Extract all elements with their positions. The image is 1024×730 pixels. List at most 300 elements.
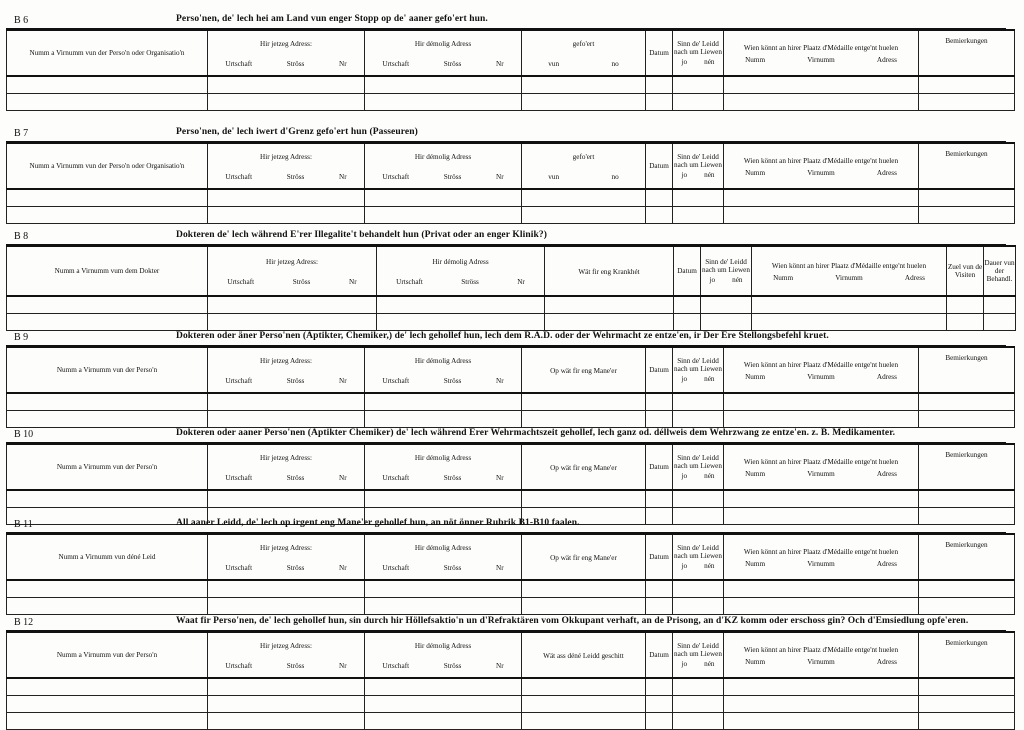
entry-cell[interactable]	[365, 713, 522, 730]
entry-cell[interactable]	[919, 411, 1015, 428]
city-label: Urtschaft	[382, 60, 410, 68]
header-cell	[208, 30, 365, 76]
number-label: Nr	[496, 662, 504, 670]
entry-cell[interactable]	[919, 207, 1015, 224]
address-label: Adress	[904, 274, 925, 282]
entry-cell[interactable]	[919, 76, 1015, 94]
former-address-label: Hir démolig Adress	[414, 153, 472, 161]
entry-cell[interactable]	[208, 580, 365, 598]
entry-cell[interactable]	[208, 678, 365, 696]
entry-cell[interactable]	[646, 94, 673, 111]
entry-cell[interactable]	[646, 189, 673, 207]
entry-cell[interactable]	[919, 678, 1015, 696]
entry-cell[interactable]	[724, 696, 919, 713]
section-title: Perso'nen, de' lech hei am Land vun enger Stopp op de' aaner gefo'ert hun.	[176, 14, 488, 24]
header-cell	[646, 632, 673, 678]
entry-cell[interactable]	[377, 314, 545, 331]
to-label: no	[611, 60, 619, 68]
entry-cell[interactable]	[919, 598, 1015, 615]
header-cell	[7, 632, 208, 678]
entry-cell[interactable]	[7, 411, 208, 428]
header-cell	[646, 143, 673, 189]
entry-cell[interactable]	[522, 678, 646, 696]
street-label: Ströss	[286, 564, 305, 572]
entry-cell[interactable]	[701, 296, 752, 314]
entry-row	[7, 189, 1015, 207]
entry-cell[interactable]	[724, 207, 919, 224]
entry-cell[interactable]	[7, 580, 208, 598]
entry-cell[interactable]	[522, 411, 646, 428]
city-label: Urtschaft	[227, 278, 255, 286]
former-address-label: Hir démolig Adress	[414, 357, 472, 365]
firstname-label: Virnumm	[807, 56, 835, 64]
firstname-label: Virnumm	[807, 470, 835, 478]
header-cell	[522, 30, 646, 76]
city-label: Urtschaft	[382, 564, 410, 572]
header-cell	[365, 347, 522, 393]
from-label: vun	[548, 60, 560, 68]
entry-cell[interactable]	[208, 207, 365, 224]
entry-cell[interactable]	[208, 76, 365, 94]
duration-label: Dauer vun der Behandl.	[984, 259, 1015, 283]
current-address-label: Hir jetzeg Adress:	[260, 642, 312, 650]
header-cell	[208, 347, 365, 393]
entry-cell[interactable]	[7, 314, 208, 331]
city-label: Urtschaft	[225, 173, 253, 181]
header-cell	[673, 347, 724, 393]
entry-cell[interactable]	[208, 314, 377, 331]
entry-cell[interactable]	[522, 713, 646, 730]
number-label: Nr	[339, 564, 347, 572]
entry-cell[interactable]	[545, 296, 674, 314]
entry-cell[interactable]	[208, 94, 365, 111]
surname-label: Numm	[745, 373, 766, 381]
former-address-label: Hir démolig Adress	[414, 642, 472, 650]
entry-cell[interactable]	[673, 411, 724, 428]
no-label: nén	[704, 562, 715, 570]
entry-cell[interactable]	[919, 94, 1015, 111]
street-label: Ströss	[443, 564, 462, 572]
entry-cell[interactable]	[208, 696, 365, 713]
medal-recipient-label: Wien könnt an hirer Plaatz d'Médaille entge'nt huelen	[743, 646, 899, 654]
entry-cell[interactable]	[724, 598, 919, 615]
entry-cell[interactable]	[919, 189, 1015, 207]
entry-cell[interactable]	[701, 314, 752, 331]
header-cell	[984, 246, 1016, 296]
entry-cell[interactable]	[522, 94, 646, 111]
medal-recipient-label: Wien könnt an hirer Plaatz d'Médaille entge'nt huelen	[743, 157, 899, 165]
entry-row	[7, 696, 1015, 713]
surname-label: Numm	[745, 56, 766, 64]
header-cell	[365, 30, 522, 76]
entry-cell[interactable]	[724, 189, 919, 207]
header-cell	[919, 143, 1015, 189]
city-label: Urtschaft	[396, 278, 423, 286]
no-label: nén	[704, 171, 715, 179]
no-label: nén	[704, 660, 715, 668]
address-label: Adress	[876, 373, 897, 381]
extra-column-label: Wät ass déné Leidd geschitt	[543, 652, 624, 660]
entry-cell[interactable]	[522, 696, 646, 713]
entry-row	[7, 76, 1015, 94]
survival-label: Sinn de' Leidd nach um Liewen	[674, 642, 722, 658]
entry-cell[interactable]	[673, 189, 724, 207]
number-label: Nr	[349, 278, 357, 286]
entry-cell[interactable]	[646, 696, 673, 713]
no-label: nén	[704, 472, 715, 480]
header-cell	[673, 143, 724, 189]
header-cell	[701, 246, 752, 296]
medal-recipient-label: Wien könnt an hirer Plaatz d'Médaille entge'nt huelen	[743, 548, 899, 556]
entry-cell[interactable]	[208, 296, 377, 314]
entry-cell[interactable]	[365, 411, 522, 428]
entry-cell[interactable]	[724, 76, 919, 94]
header-cell	[646, 30, 673, 76]
entry-cell[interactable]	[673, 393, 724, 411]
remarks-label: Bemierkungen	[945, 37, 988, 45]
entry-cell[interactable]	[646, 678, 673, 696]
entry-cell[interactable]	[365, 393, 522, 411]
remarks-label: Bemierkungen	[945, 639, 988, 647]
street-label: Ströss	[286, 474, 305, 482]
entry-cell[interactable]	[646, 393, 673, 411]
entry-cell[interactable]	[7, 713, 208, 730]
entry-cell[interactable]	[7, 696, 208, 713]
entry-cell[interactable]	[365, 678, 522, 696]
entry-cell[interactable]	[7, 189, 208, 207]
entry-cell[interactable]	[208, 598, 365, 615]
entry-cell[interactable]	[377, 296, 545, 314]
entry-cell[interactable]	[752, 296, 947, 314]
entry-cell[interactable]	[673, 76, 724, 94]
entry-cell[interactable]	[208, 411, 365, 428]
header-cell	[522, 347, 646, 393]
entry-cell[interactable]	[522, 490, 646, 508]
section-header	[6, 428, 1006, 443]
entry-cell[interactable]	[919, 713, 1015, 730]
header-cell	[7, 347, 208, 393]
entry-table	[6, 346, 1015, 428]
section-code: B 10	[14, 429, 34, 440]
remarks-label: Bemierkungen	[945, 354, 988, 362]
entry-cell[interactable]	[7, 76, 208, 94]
header-cell	[208, 534, 365, 580]
extra-column-label: Op wät fir eng Mane'er	[550, 367, 617, 375]
entry-row	[7, 411, 1015, 428]
city-label: Urtschaft	[382, 662, 410, 670]
entry-cell[interactable]	[7, 598, 208, 615]
medal-recipient-label: Wien könnt an hirer Plaatz d'Médaille entge'nt huelen	[743, 361, 899, 369]
header-cell	[522, 534, 646, 580]
entry-cell[interactable]	[919, 696, 1015, 713]
entry-row	[7, 296, 1016, 314]
header-cell	[208, 632, 365, 678]
entry-cell[interactable]	[673, 207, 724, 224]
section-code: B 9	[14, 332, 29, 343]
street-label: Ströss	[286, 662, 305, 670]
entry-table	[6, 142, 1015, 224]
header-cell	[365, 632, 522, 678]
entry-cell[interactable]	[673, 598, 724, 615]
former-address-label: Hir démolig Adress	[432, 258, 489, 266]
header-cell	[365, 143, 522, 189]
section-title: All aaner Leidd, de' lech op irgent eng Mane'er gehollef hun, an nöt önner Rubrik B1-B10 faalen.	[176, 518, 580, 528]
section-title: Dokteren oder äner Perso'nen (Aptikter, Chemiker,) de' lech gehollef hun, lech dem R.A.D. oder der Wehrmacht ze entze'en, ir Der Ere Stellongsbefehl kruet.	[176, 331, 829, 341]
entry-cell[interactable]	[673, 696, 724, 713]
entry-cell[interactable]	[673, 94, 724, 111]
entry-cell[interactable]	[919, 580, 1015, 598]
number-label: Nr	[496, 173, 504, 181]
section-code: B 12	[14, 617, 34, 628]
street-label: Ströss	[443, 173, 462, 181]
header-cell	[724, 444, 919, 490]
entry-cell[interactable]	[208, 393, 365, 411]
date-label: Datum	[649, 553, 669, 561]
section-header	[6, 518, 1006, 533]
entry-cell[interactable]	[208, 713, 365, 730]
street-label: Ströss	[461, 278, 479, 286]
city-label: Urtschaft	[225, 60, 253, 68]
header-cell	[7, 143, 208, 189]
header-cell	[674, 246, 701, 296]
street-label: Ströss	[443, 474, 462, 482]
header-cell	[724, 30, 919, 76]
entry-cell[interactable]	[522, 598, 646, 615]
header-cell	[7, 444, 208, 490]
name-column-label: Numm a Virnumm vun der Perso'n	[56, 366, 158, 374]
street-label: Ströss	[286, 377, 305, 385]
number-label: Nr	[339, 474, 347, 482]
entry-cell[interactable]	[365, 94, 522, 111]
entry-cell[interactable]	[646, 713, 673, 730]
current-address-label: Hir jetzeg Adress:	[260, 544, 312, 552]
entry-cell[interactable]	[208, 189, 365, 207]
visits-label: Zuel vun de Visiten	[947, 263, 983, 279]
no-label: nén	[704, 375, 715, 383]
entry-cell[interactable]	[646, 580, 673, 598]
entry-cell[interactable]	[7, 207, 208, 224]
header-cell	[919, 347, 1015, 393]
header-cell	[673, 632, 724, 678]
entry-cell[interactable]	[365, 696, 522, 713]
address-label: Adress	[876, 169, 897, 177]
entry-cell[interactable]	[7, 296, 208, 314]
entry-row	[7, 94, 1015, 111]
entry-cell[interactable]	[919, 490, 1015, 508]
survival-label: Sinn de' Leidd nach um Liewen	[702, 258, 750, 274]
entry-cell[interactable]	[724, 393, 919, 411]
transport-label: gefo'ert	[572, 153, 595, 161]
entry-cell[interactable]	[365, 76, 522, 94]
section-header	[6, 616, 1006, 631]
entry-cell[interactable]	[919, 393, 1015, 411]
former-address-label: Hir démolig Adress	[414, 454, 472, 462]
surname-label: Numm	[745, 560, 766, 568]
surname-label: Numm	[745, 658, 766, 666]
header-cell	[208, 444, 365, 490]
city-label: Urtschaft	[382, 173, 410, 181]
former-address-label: Hir démolig Adress	[414, 544, 472, 552]
city-label: Urtschaft	[225, 474, 253, 482]
entry-cell[interactable]	[724, 94, 919, 111]
header-cell	[646, 534, 673, 580]
entry-cell[interactable]	[522, 393, 646, 411]
entry-cell[interactable]	[522, 189, 646, 207]
name-column-label: Numm a Virnumm vun der Perso'n oder Organisatio'n	[29, 162, 185, 170]
name-column-label: Numm a Virnumm vun der Perso'n oder Organisatio'n	[29, 49, 185, 57]
transport-label: gefo'ert	[572, 40, 595, 48]
number-label: Nr	[496, 377, 504, 385]
yes-label: jo	[681, 375, 688, 383]
firstname-label: Virnumm	[807, 373, 835, 381]
header-cell	[7, 30, 208, 76]
name-column-label: Numm a Virnumm vum dem Dokter	[54, 267, 160, 275]
surname-label: Numm	[745, 169, 766, 177]
date-label: Datum	[649, 162, 669, 170]
city-label: Urtschaft	[225, 377, 253, 385]
entry-cell[interactable]	[752, 314, 947, 331]
entry-cell[interactable]	[208, 490, 365, 508]
entry-table	[6, 245, 1016, 331]
entry-cell[interactable]	[947, 314, 984, 331]
header-cell	[365, 534, 522, 580]
entry-cell[interactable]	[365, 189, 522, 207]
firstname-label: Virnumm	[807, 560, 835, 568]
entry-cell[interactable]	[724, 580, 919, 598]
entry-cell[interactable]	[522, 207, 646, 224]
entry-cell[interactable]	[646, 598, 673, 615]
address-label: Adress	[876, 560, 897, 568]
remarks-label: Bemierkungen	[945, 541, 988, 549]
entry-cell[interactable]	[646, 76, 673, 94]
header-cell	[522, 143, 646, 189]
entry-cell[interactable]	[522, 76, 646, 94]
header-cell	[365, 444, 522, 490]
entry-cell[interactable]	[724, 411, 919, 428]
header-cell	[919, 534, 1015, 580]
entry-cell[interactable]	[522, 580, 646, 598]
entry-cell[interactable]	[545, 314, 674, 331]
date-label: Datum	[649, 49, 669, 57]
current-address-label: Hir jetzeg Adress:	[260, 153, 312, 161]
survival-label: Sinn de' Leidd nach um Liewen	[674, 544, 722, 560]
entry-cell[interactable]	[7, 94, 208, 111]
firstname-label: Virnumm	[835, 274, 863, 282]
yes-label: jo	[681, 660, 688, 668]
entry-cell[interactable]	[724, 678, 919, 696]
section-code: B 7	[14, 128, 29, 139]
number-label: Nr	[496, 564, 504, 572]
header-cell	[545, 246, 674, 296]
entry-cell[interactable]	[673, 490, 724, 508]
no-label: nén	[732, 276, 743, 284]
entry-cell[interactable]	[365, 580, 522, 598]
entry-cell[interactable]	[984, 314, 1016, 331]
street-label: Ströss	[443, 377, 462, 385]
entry-cell[interactable]	[673, 580, 724, 598]
entry-cell[interactable]	[646, 207, 673, 224]
header-cell	[673, 444, 724, 490]
entry-cell[interactable]	[984, 296, 1016, 314]
number-label: Nr	[339, 377, 347, 385]
entry-row	[7, 314, 1016, 331]
header-cell	[724, 143, 919, 189]
section-title: Dokteren de' lech während E'rer Illegalite't behandelt hun (Privat oder an enger Klinik?)	[176, 230, 547, 240]
entry-cell[interactable]	[674, 296, 701, 314]
entry-cell[interactable]	[7, 678, 208, 696]
entry-table	[6, 631, 1015, 730]
entry-cell[interactable]	[7, 393, 208, 411]
address-label: Adress	[876, 56, 897, 64]
header-cell	[646, 347, 673, 393]
entry-cell[interactable]	[646, 411, 673, 428]
header-cell	[377, 246, 545, 296]
entry-cell[interactable]	[673, 713, 724, 730]
entry-cell[interactable]	[646, 490, 673, 508]
entry-cell[interactable]	[365, 207, 522, 224]
header-cell	[919, 30, 1015, 76]
extra-column-label: Op wät fir eng Mane'er	[550, 554, 617, 562]
to-label: no	[611, 173, 619, 181]
name-column-label: Numm a Virnumm vun déné Leid	[58, 553, 156, 561]
section-header	[6, 230, 1006, 245]
entry-cell[interactable]	[724, 713, 919, 730]
header-cell	[919, 444, 1015, 490]
header-cell	[919, 632, 1015, 678]
medal-recipient-label: Wien könnt an hirer Plaatz d'Médaille entge'nt huelen	[743, 458, 899, 466]
header-cell	[724, 347, 919, 393]
current-address-label: Hir jetzeg Adress:	[260, 357, 312, 365]
section-code: B 6	[14, 15, 29, 26]
medal-recipient-label: Wien könnt an hirer Plaatz d'Médaille entge'nt huelen	[771, 262, 927, 270]
entry-cell[interactable]	[947, 296, 984, 314]
section-header	[6, 331, 1006, 346]
entry-row	[7, 207, 1015, 224]
entry-table	[6, 443, 1015, 525]
entry-cell[interactable]	[724, 490, 919, 508]
yes-label: jo	[681, 472, 688, 480]
section-title: Perso'nen, de' lech iwert d'Grenz gefo'ert hun (Passeuren)	[176, 127, 418, 137]
street-label: Ströss	[443, 662, 462, 670]
header-cell	[208, 143, 365, 189]
header-cell	[522, 444, 646, 490]
section-header	[6, 14, 1006, 29]
date-label: Datum	[649, 651, 669, 659]
section-code: B 8	[14, 231, 29, 242]
number-label: Nr	[496, 60, 504, 68]
entry-cell[interactable]	[365, 598, 522, 615]
remarks-label: Bemierkungen	[945, 150, 988, 158]
number-label: Nr	[339, 60, 347, 68]
header-cell	[724, 534, 919, 580]
name-column-label: Numm a Virnumm vun der Perso'n	[56, 463, 158, 471]
medal-recipient-label: Wien könnt an hirer Plaatz d'Médaille entge'nt huelen	[743, 44, 899, 52]
entry-row	[7, 713, 1015, 730]
entry-table	[6, 533, 1015, 615]
address-label: Adress	[876, 470, 897, 478]
extra-column-label: Wät fir eng Krankhét	[578, 268, 640, 276]
entry-table	[6, 29, 1015, 111]
current-address-label: Hir jetzeg Adress:	[260, 454, 312, 462]
city-label: Urtschaft	[225, 662, 253, 670]
entry-cell[interactable]	[7, 490, 208, 508]
remarks-label: Bemierkungen	[945, 451, 988, 459]
entry-cell[interactable]	[674, 314, 701, 331]
header-cell	[947, 246, 984, 296]
entry-cell[interactable]	[365, 490, 522, 508]
from-label: vun	[548, 173, 560, 181]
entry-cell[interactable]	[673, 678, 724, 696]
